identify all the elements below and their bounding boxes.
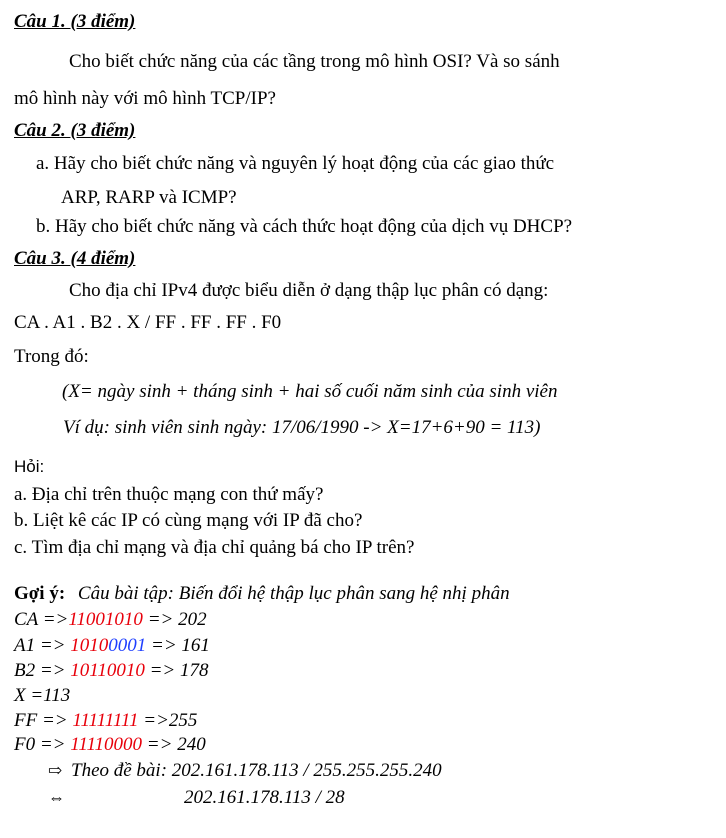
q2-a-line1: a. Hãy cho biết chức năng và nguyên lý hoạt động của các giao thức — [36, 153, 555, 174]
hint-line — [14, 583, 510, 605]
binary-value-low: 0001 — [108, 635, 147, 656]
arrow: => — [143, 710, 169, 731]
conclusion-text: Theo đề bài: 202.161.178.113 / 255.255.255.240 — [71, 760, 442, 781]
q3-question-c: c. Tìm địa chỉ mạng và địa chỉ quảng bá cho IP trên? — [14, 537, 415, 558]
arrow: => — [149, 660, 176, 681]
decimal-value: 178 — [180, 660, 209, 681]
decimal-value: 240 — [177, 734, 206, 755]
arrow: => — [151, 635, 177, 656]
q3-heading: Câu 3. (4 điểm) — [14, 248, 136, 269]
q3-where: Trong đó: — [14, 346, 89, 367]
conversion-row-x: X =113 — [14, 685, 71, 706]
right-arrow-icon: ⇨ — [48, 761, 63, 780]
conversion-row-b2 — [14, 660, 209, 682]
arrow: => — [39, 734, 66, 755]
binary-value: 10110010 — [70, 660, 145, 681]
q3-address: CA . A1 . B2 . X / FF . FF . FF . F0 — [14, 312, 282, 333]
arrow: => — [39, 635, 66, 656]
decimal-value: 255 — [168, 710, 198, 731]
q3-x-definition: (X= ngày sinh + tháng sinh + hai số cuối năm sinh của sinh viên — [62, 381, 558, 402]
hex-value: CA — [14, 609, 38, 630]
conversion-row-ca — [14, 609, 207, 631]
arrow: => — [146, 734, 173, 755]
double-arrow-icon: ⇔ — [48, 788, 65, 807]
conversion-row-ff — [14, 710, 197, 732]
conversion-row-a1 — [14, 635, 210, 657]
binary-value: 11111111 — [72, 710, 139, 731]
q2-heading: Câu 2. (3 điểm) — [14, 120, 136, 141]
conversion-row-f0 — [14, 734, 206, 756]
q3-intro: Cho địa chỉ IPv4 được biểu diễn ở dạng thập lục phân có dạng: — [69, 280, 549, 301]
q1-heading: Câu 1. (3 điểm) — [14, 11, 136, 32]
hex-value: A1 — [14, 635, 36, 656]
binary-value-high: 1010 — [70, 635, 109, 656]
equivalent-line — [48, 787, 648, 809]
q2-b-line: b. Hãy cho biết chức năng và cách thức hoạt động của dịch vụ DHCP? — [36, 216, 573, 237]
q3-ask: Hỏi: — [14, 457, 45, 476]
q1-text-line1: Cho biết chức năng của các tầng trong mô hình OSI? Và so sánh — [69, 51, 560, 72]
arrow: => — [147, 609, 174, 630]
hex-value: B2 — [14, 660, 36, 681]
binary-value: 11110000 — [70, 734, 143, 755]
conclusion-line — [48, 760, 442, 782]
hint-text: Câu bài tập: Biến đổi hệ thập lục phân sang hệ nhị phân — [77, 583, 510, 604]
q2-a-line2: ARP, RARP và ICMP? — [61, 187, 237, 208]
q3-example: Ví dụ: sinh viên sinh ngày: 17/06/1990 -> X=17+6+90 = 113) — [63, 417, 541, 438]
arrow: => — [42, 609, 69, 630]
arrow: => — [39, 660, 66, 681]
q3-question-a: a. Địa chỉ trên thuộc mạng con thứ mấy? — [14, 484, 324, 505]
equivalent-text: 202.161.178.113 / 28 — [184, 787, 345, 808]
hex-value: F0 — [14, 734, 36, 755]
arrow: => — [41, 710, 68, 731]
decimal-value: 161 — [181, 635, 210, 656]
binary-value: 11001010 — [68, 609, 143, 630]
hex-value: FF — [14, 710, 38, 731]
hint-label: Gợi ý: — [14, 583, 66, 604]
q1-text-line2: mô hình này với mô hình TCP/IP? — [14, 88, 276, 109]
q3-question-b: b. Liệt kê các IP có cùng mạng với IP đã cho? — [14, 510, 363, 531]
decimal-value: 202 — [178, 609, 207, 630]
